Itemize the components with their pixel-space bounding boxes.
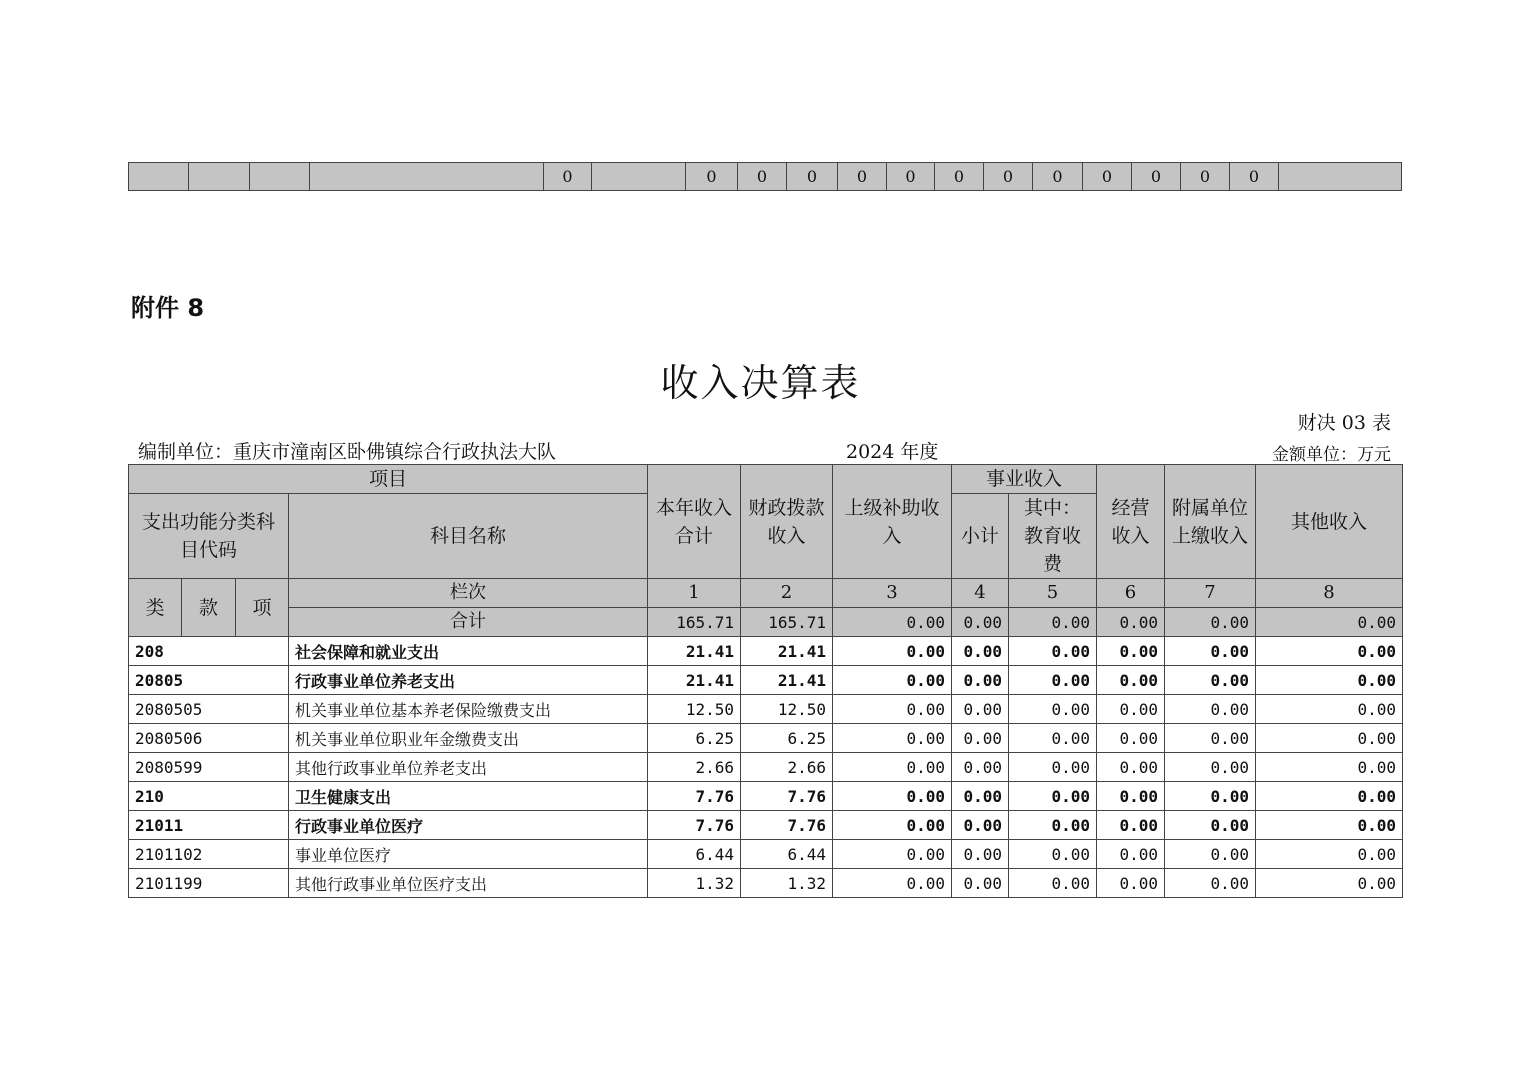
amount-cell: 1.32 (648, 869, 741, 898)
total-value: 165.71 (648, 608, 741, 637)
amount-cell: 0.00 (833, 840, 952, 869)
table-row (129, 666, 1403, 695)
amount-cell: 0.00 (833, 637, 952, 666)
amount-cell: 0.00 (1097, 869, 1165, 898)
strip-cell (1279, 163, 1402, 191)
amount-cell: 0.00 (833, 753, 952, 782)
total-row (129, 608, 1403, 637)
page-title: 收入决算表 (660, 361, 861, 405)
total-value: 0.00 (952, 608, 1009, 637)
table-row (129, 840, 1403, 869)
amount-cell: 0.00 (952, 666, 1009, 695)
subject-code: 21011 (129, 811, 289, 840)
subject-name: 事业单位医疗 (289, 840, 648, 869)
amount-cell: 0.00 (952, 637, 1009, 666)
amount-cell: 0.00 (952, 724, 1009, 753)
column-number: 1 (648, 579, 741, 608)
header-lanci: 栏次 (289, 579, 648, 608)
column-number: 5 (1009, 579, 1097, 608)
subject-code: 2101199 (129, 869, 289, 898)
amount-cell: 0.00 (952, 695, 1009, 724)
table-row (129, 811, 1403, 840)
amount-cell: 0.00 (1009, 869, 1097, 898)
header-item: 项目 (129, 465, 648, 494)
amount-cell: 0.00 (1256, 695, 1403, 724)
strip-cell (310, 163, 544, 191)
strip-cell: 0 (1083, 163, 1132, 191)
table-row (129, 753, 1403, 782)
subject-code: 2080506 (129, 724, 289, 753)
header-xiang: 项 (236, 579, 289, 637)
amount-cell: 0.00 (952, 782, 1009, 811)
amount-cell: 1.32 (741, 869, 833, 898)
header-func-code: 支出功能分类科目代码 (129, 494, 289, 579)
strip-cell (592, 163, 686, 191)
amount-cell: 0.00 (1256, 869, 1403, 898)
header-business: 事业收入 (952, 465, 1097, 494)
strip-cell (189, 163, 250, 191)
amount-cell: 7.76 (648, 811, 741, 840)
subject-name: 社会保障和就业支出 (289, 637, 648, 666)
subject-code: 2080505 (129, 695, 289, 724)
amount-cell: 7.76 (648, 782, 741, 811)
amount-cell: 0.00 (1097, 753, 1165, 782)
amount-cell: 0.00 (833, 695, 952, 724)
subject-name: 行政事业单位养老支出 (289, 666, 648, 695)
amount-cell: 0.00 (1256, 811, 1403, 840)
amount-cell: 0.00 (1256, 724, 1403, 753)
amount-cell: 0.00 (952, 840, 1009, 869)
amount-cell: 6.25 (741, 724, 833, 753)
table-row (129, 724, 1403, 753)
total-value: 0.00 (833, 608, 952, 637)
strip-cell: 0 (1230, 163, 1279, 191)
strip-cell: 0 (1132, 163, 1181, 191)
subject-name: 机关事业单位基本养老保险缴费支出 (289, 695, 648, 724)
amount-cell: 0.00 (833, 782, 952, 811)
subject-code: 210 (129, 782, 289, 811)
amount-cell: 21.41 (648, 637, 741, 666)
amount-cell: 0.00 (833, 869, 952, 898)
amount-cell: 6.44 (648, 840, 741, 869)
header-total: 本年收入合计 (648, 465, 741, 579)
column-number: 7 (1165, 579, 1256, 608)
strip-cell: 0 (544, 163, 592, 191)
strip-cell: 0 (738, 163, 787, 191)
header-kuan: 款 (182, 579, 236, 637)
total-value: 0.00 (1256, 608, 1403, 637)
amount-cell: 0.00 (1256, 637, 1403, 666)
amount-cell: 2.66 (741, 753, 833, 782)
amount-cell: 0.00 (1165, 666, 1256, 695)
amount-cell: 0.00 (1097, 811, 1165, 840)
amount-cell: 21.41 (648, 666, 741, 695)
amount-cell: 0.00 (1097, 724, 1165, 753)
reporting-unit: 编制单位：重庆市潼南区卧佛镇综合行政执法大队 (138, 441, 557, 463)
column-number: 2 (741, 579, 833, 608)
strip-cell: 0 (686, 163, 738, 191)
amount-cell: 0.00 (1097, 695, 1165, 724)
amount-cell: 12.50 (648, 695, 741, 724)
subject-name: 卫生健康支出 (289, 782, 648, 811)
amount-cell: 0.00 (833, 724, 952, 753)
header-superior: 上级补助收入 (833, 465, 952, 579)
total-value: 0.00 (1097, 608, 1165, 637)
amount-cell: 0.00 (1009, 811, 1097, 840)
amount-cell: 0.00 (1009, 724, 1097, 753)
amount-cell: 0.00 (1165, 840, 1256, 869)
header-business-edu: 其中：教育收费 (1009, 494, 1097, 579)
strip-cell (129, 163, 189, 191)
subject-code: 208 (129, 637, 289, 666)
header-row-1 (129, 465, 1403, 494)
table-row (129, 869, 1403, 898)
column-number: 4 (952, 579, 1009, 608)
amount-cell: 0.00 (1009, 695, 1097, 724)
header-other: 其他收入 (1256, 465, 1403, 579)
previous-table-strip (128, 162, 1402, 191)
amount-cell: 0.00 (1256, 753, 1403, 782)
total-value: 165.71 (741, 608, 833, 637)
amount-cell: 0.00 (1009, 666, 1097, 695)
amount-cell: 6.25 (648, 724, 741, 753)
header-fiscal: 财政拨款收入 (741, 465, 833, 579)
table-row (129, 782, 1403, 811)
total-label: 合计 (289, 608, 648, 637)
column-number: 3 (833, 579, 952, 608)
amount-cell: 0.00 (1009, 782, 1097, 811)
amount-cell: 6.44 (741, 840, 833, 869)
amount-cell: 7.76 (741, 782, 833, 811)
table-row (129, 695, 1403, 724)
header-business-subtotal: 小计 (952, 494, 1009, 579)
strip-cell: 0 (787, 163, 838, 191)
money-unit: 金额单位：万元 (1272, 445, 1391, 465)
amount-cell: 0.00 (1009, 840, 1097, 869)
subject-code: 2101102 (129, 840, 289, 869)
amount-cell: 0.00 (1165, 811, 1256, 840)
subject-name: 其他行政事业单位医疗支出 (289, 869, 648, 898)
amount-cell: 0.00 (1097, 637, 1165, 666)
table-row (129, 637, 1403, 666)
amount-cell: 0.00 (1256, 666, 1403, 695)
total-value: 0.00 (1009, 608, 1097, 637)
amount-cell: 2.66 (648, 753, 741, 782)
header-lei: 类 (129, 579, 182, 637)
strip-cell: 0 (935, 163, 984, 191)
subject-name: 机关事业单位职业年金缴费支出 (289, 724, 648, 753)
amount-cell: 0.00 (833, 811, 952, 840)
amount-cell: 0.00 (1097, 840, 1165, 869)
column-number: 6 (1097, 579, 1165, 608)
column-number: 8 (1256, 579, 1403, 608)
attachment-label: 附件 8 (131, 294, 205, 322)
amount-cell: 0.00 (952, 811, 1009, 840)
amount-cell: 0.00 (1165, 869, 1256, 898)
income-statement-table (128, 464, 1403, 898)
subject-name: 行政事业单位医疗 (289, 811, 648, 840)
subject-code: 20805 (129, 666, 289, 695)
header-affiliated: 附属单位上缴收入 (1165, 465, 1256, 579)
amount-cell: 0.00 (952, 753, 1009, 782)
strip-cell (250, 163, 310, 191)
amount-cell: 0.00 (1165, 753, 1256, 782)
amount-cell: 0.00 (1256, 782, 1403, 811)
amount-cell: 0.00 (1256, 840, 1403, 869)
amount-cell: 7.76 (741, 811, 833, 840)
amount-cell: 0.00 (1165, 695, 1256, 724)
strip-row (129, 163, 1402, 191)
strip-cell: 0 (984, 163, 1033, 191)
amount-cell: 21.41 (741, 637, 833, 666)
fiscal-year: 2024 年度 (846, 441, 939, 463)
amount-cell: 0.00 (1097, 666, 1165, 695)
strip-cell: 0 (1033, 163, 1083, 191)
form-number: 财决 03 表 (1297, 412, 1391, 434)
amount-cell: 0.00 (1165, 724, 1256, 753)
strip-cell: 0 (887, 163, 935, 191)
amount-cell: 0.00 (1097, 782, 1165, 811)
strip-cell: 0 (838, 163, 887, 191)
amount-cell: 0.00 (833, 666, 952, 695)
total-value: 0.00 (1165, 608, 1256, 637)
amount-cell: 0.00 (1009, 637, 1097, 666)
strip-cell: 0 (1181, 163, 1230, 191)
header-operating: 经营收入 (1097, 465, 1165, 579)
amount-cell: 0.00 (1165, 782, 1256, 811)
amount-cell: 21.41 (741, 666, 833, 695)
amount-cell: 0.00 (1165, 637, 1256, 666)
amount-cell: 0.00 (1009, 753, 1097, 782)
header-subject-name: 科目名称 (289, 494, 648, 579)
amount-cell: 0.00 (952, 869, 1009, 898)
subject-code: 2080599 (129, 753, 289, 782)
subject-name: 其他行政事业单位养老支出 (289, 753, 648, 782)
column-number-row (129, 579, 1403, 608)
amount-cell: 12.50 (741, 695, 833, 724)
